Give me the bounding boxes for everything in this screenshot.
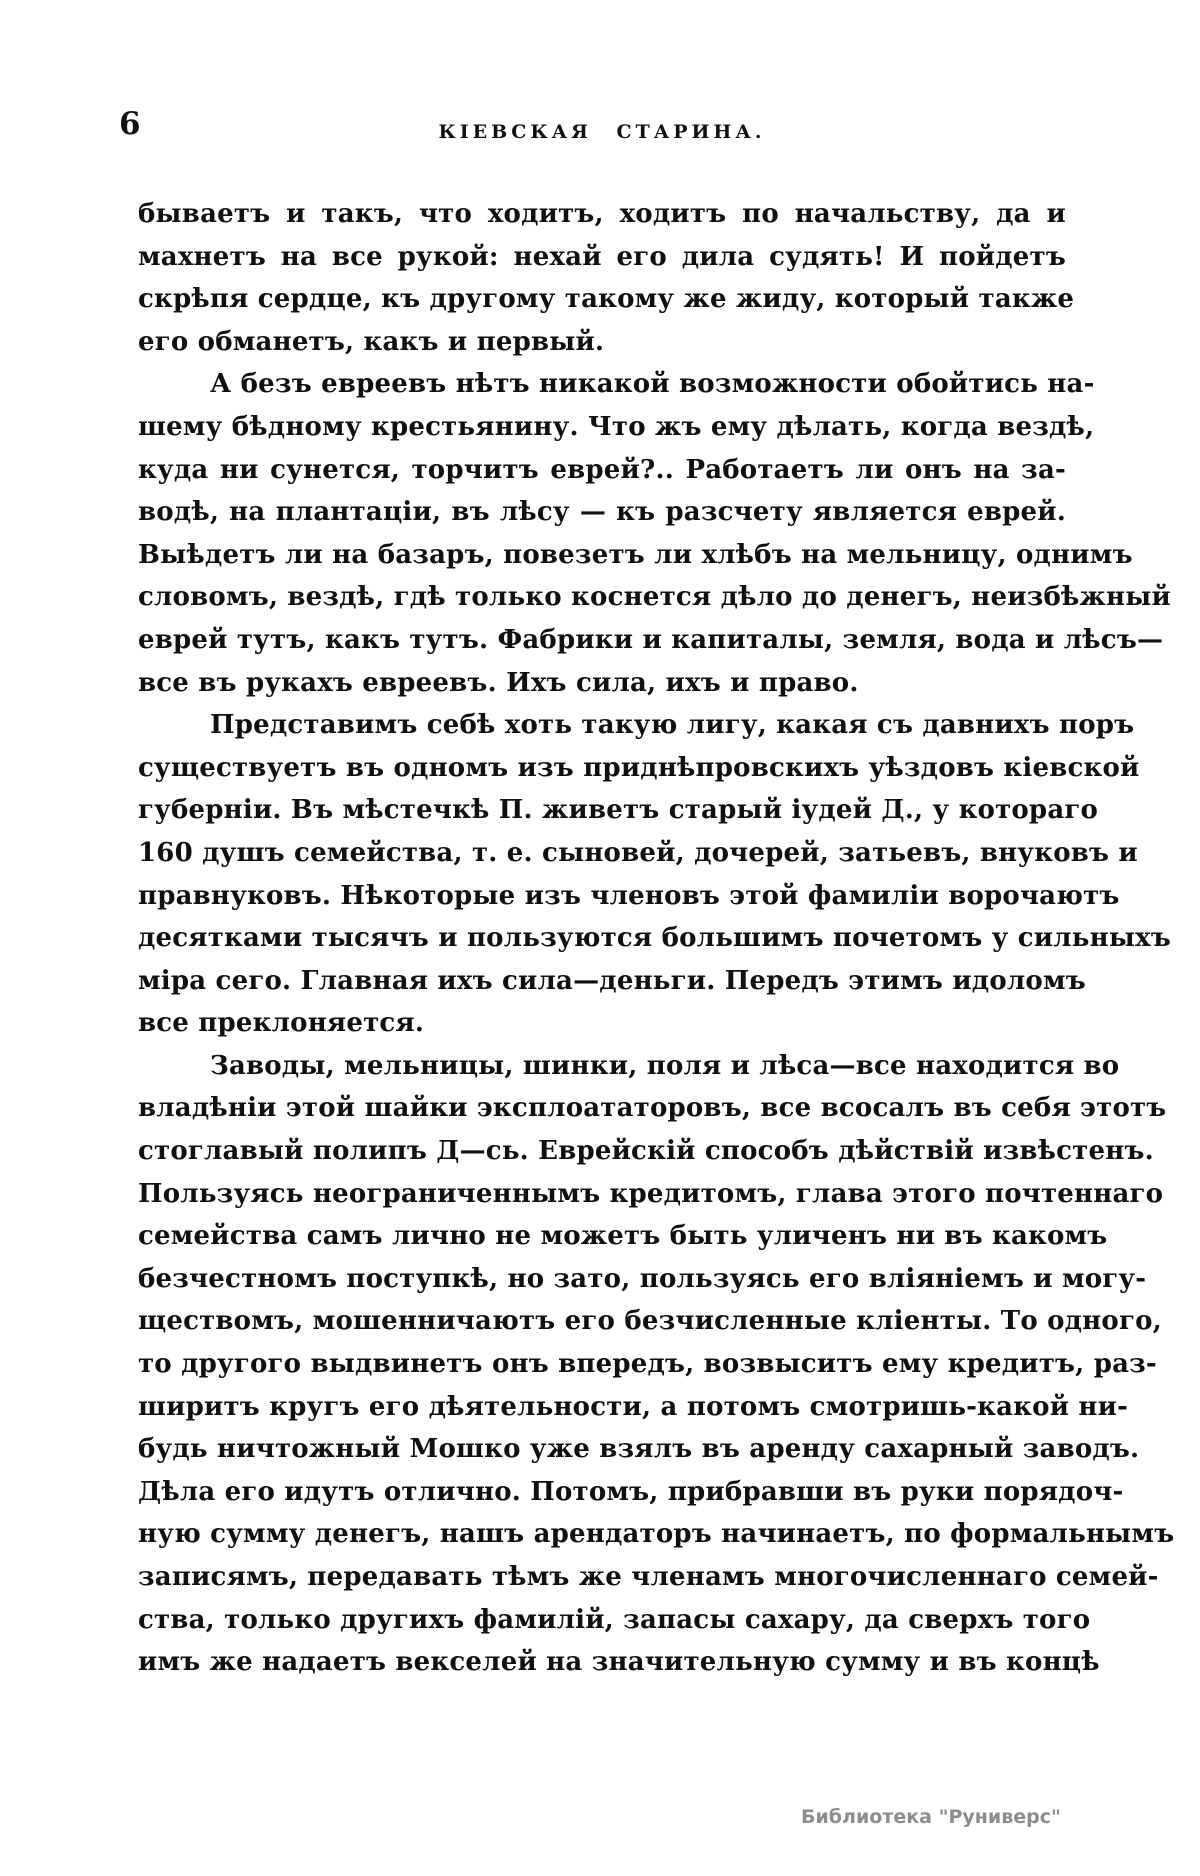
text-line: махнетъ на все рукой: нехай его дила судять! И пойдетъ	[138, 241, 1066, 272]
text-line: стоглавый полипъ Д—сь. Еврейскій способъ дѣйствій извѣстенъ.	[138, 1136, 1154, 1167]
text-line: ства, только другихъ фамилій, запасы сахару, да сверхъ того	[138, 1604, 1091, 1635]
text-line: то другого выдвинетъ онъ впередъ, возвыситъ ему кредитъ, раз-	[138, 1349, 1157, 1380]
running-head: КІЕВСКАЯ СТАРИНА.	[438, 121, 766, 143]
text-line: ществомъ, мошенничаютъ его безчисленные кліенты. То одного,	[138, 1306, 1162, 1337]
text-line: міра сего. Главная ихъ сила—деньги. Передъ этимъ идоломъ	[138, 965, 1086, 996]
text-line: семейства самъ лично не можетъ быть уличенъ ни въ какомъ	[138, 1221, 1108, 1252]
text-line: Дѣла его идутъ отлично. Потомъ, прибравши въ руки порядоч-	[138, 1476, 1124, 1507]
text-line: имъ же надаетъ векселей на значительную сумму и въ концѣ	[138, 1647, 1100, 1678]
text-line: ную сумму денегъ, нашъ арендаторъ начинаетъ, по формальнымъ	[138, 1519, 1175, 1550]
text-line: А безъ евреевъ нѣтъ никакой возможности обойтись на-	[210, 369, 1095, 400]
text-line: губерніи. Въ мѣстечкѣ П. живетъ старый іудей Д., у котораго	[138, 795, 1099, 826]
text-line: Заводы, мельницы, шинки, поля и лѣса—все находится во	[210, 1050, 1120, 1081]
text-line: куда ни сунется, торчитъ еврей?.. Работаетъ ли онъ на за-	[138, 454, 1066, 485]
text-line: водѣ, на плантаціи, въ лѣсу — къ разсчету является еврей.	[138, 497, 1066, 528]
text-line: 160 душъ семейства, т. е. сыновей, дочерей, затьевъ, внуковъ и	[138, 837, 1138, 868]
text-line: правнуковъ. Нѣкоторые изъ членовъ этой фамиліи ворочаютъ	[138, 880, 1120, 911]
text-line: будь ничтожный Мошко уже взялъ въ аренду сахарный заводъ.	[138, 1434, 1140, 1465]
text-line: бываетъ и такъ, что ходитъ, ходитъ по начальству, да и	[138, 199, 1066, 229]
text-line: еврей тутъ, какъ тутъ. Фабрики и капиталы, земля, вода и лѣсъ—	[138, 624, 1164, 655]
text-line: записямъ, передавать тѣмъ же членамъ многочисленнаго семей-	[138, 1562, 1159, 1592]
text-line: его обманетъ, какъ и первый.	[138, 326, 605, 357]
page-number: 6	[119, 106, 141, 142]
text-line: скрѣпя сердце, къ другому такому же жиду, который также	[138, 284, 1075, 315]
text-line: ширитъ кругъ его дѣятельности, а потомъ смотришь-какой ни-	[138, 1391, 1129, 1422]
text-line: шему бѣдному крестьянину. Что жъ ему дѣлать, когда вездѣ,	[138, 411, 1095, 442]
text-line: Пользуясь неограниченнымъ кредитомъ, глава этого почтеннаго	[138, 1178, 1164, 1209]
text-line: Представимъ себѣ хоть такую лигу, какая съ давнихъ поръ	[210, 710, 1135, 741]
text-line: безчестномъ поступкѣ, но зато, пользуясь его вліяніемъ и могу-	[138, 1263, 1147, 1294]
text-line: все въ рукахъ евреевъ. Ихъ сила, ихъ и право.	[138, 667, 859, 698]
text-line: существуетъ въ одномъ изъ приднѣпровскихъ уѣздовъ кіевской	[138, 752, 1140, 783]
text-line: владѣніи этой шайки эксплоататоровъ, все всосалъ въ себя этотъ	[138, 1093, 1167, 1124]
text-line: словомъ, вездѣ, гдѣ только коснется дѣло до денегъ, неизбѣжный	[138, 582, 1171, 613]
text-line: десятками тысячъ и пользуются большимъ почетомъ у сильныхъ	[138, 923, 1171, 954]
text-line: все преклоняется.	[138, 1008, 425, 1039]
library-watermark: Библиотека "Руниверс"	[801, 1806, 1061, 1828]
text-line: Выѣдетъ ли на базаръ, повезетъ ли хлѣбъ на мельницу, однимъ	[138, 539, 1133, 570]
page-body	[138, 193, 1175, 1684]
